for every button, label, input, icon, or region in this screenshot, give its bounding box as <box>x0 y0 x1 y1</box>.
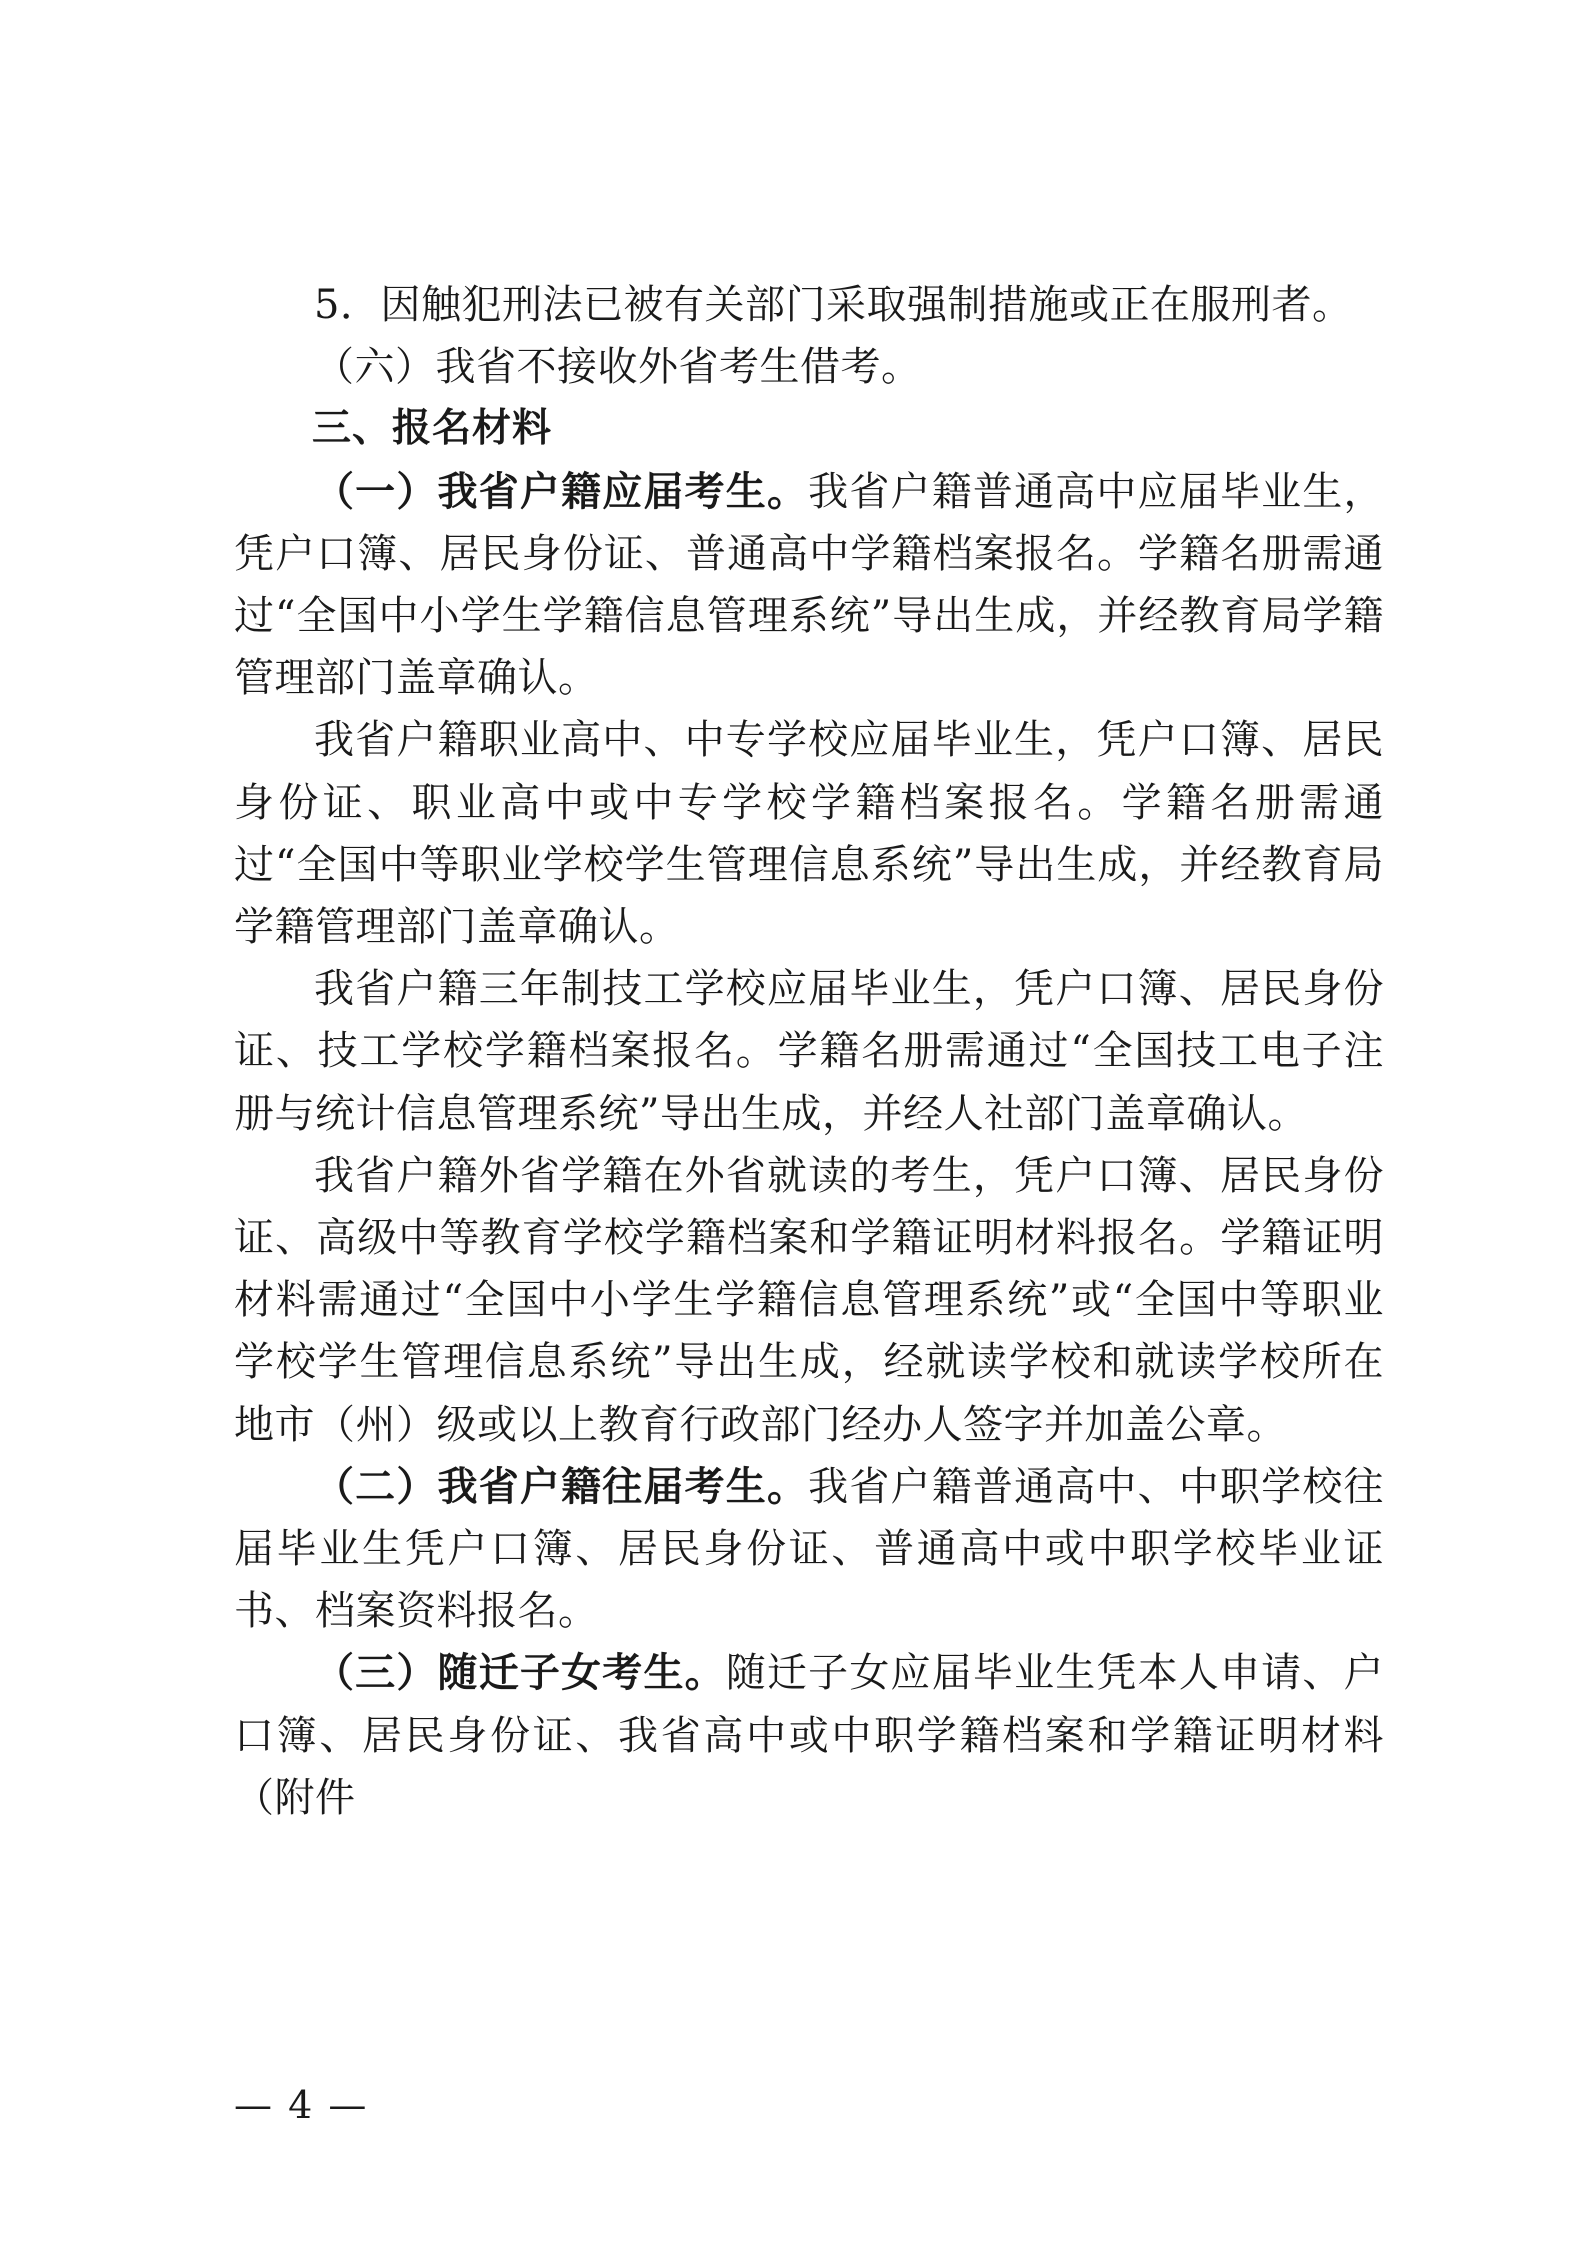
paragraph-text: 我省户籍三年制技工学校应届毕业生，凭户口簿、居民身份证、技工学校学籍档案报名。学籍名册需通过“全国技工电子注册与统计信息管理系统”导出生成，并经人社部门盖章确认。 <box>234 966 1384 1137</box>
paragraph-migrant-children <box>234 1642 1384 1829</box>
paragraph-vocational-graduates <box>234 709 1384 958</box>
paragraph-out-of-province-students <box>234 1145 1384 1456</box>
paragraph-text: 5．因触犯刑法已被有关部门采取强制措施或正在服刑者。 <box>314 282 1353 328</box>
paragraph-text: 我省户籍外省学籍在外省就读的考生，凭户口簿、居民身份证、高级中等教育学校学籍档案和学籍证明材料报名。学籍证明材料需通过“全国中小学生学籍信息管理系统”或“全国中等职业学校学生管理信息系统”导出生成，经就读学校和就读学校所在地市（州）级或以上教育行政部门经办人签字并加盖公章。 <box>234 1152 1384 1448</box>
paragraph-lead: （一）我省户籍应届考生。 <box>314 467 809 515</box>
paragraph-previous-graduates <box>234 1456 1384 1643</box>
page-number: — 4 — <box>234 2083 369 2127</box>
paragraph-no-borrow-exam <box>234 336 1384 398</box>
paragraph-text: （六）我省不接收外省考生借考。 <box>314 344 922 391</box>
paragraph-lead: （二）我省户籍往届考生。 <box>314 1462 809 1510</box>
paragraph-text: 我省户籍普通高中、中职学校往届毕业生凭户口簿、居民身份证、普通高中或中职学校毕业证书、档案资料报名。 <box>234 1463 1385 1635</box>
paragraph-technical-school-graduates <box>234 958 1384 1145</box>
document-body <box>234 274 1384 1829</box>
paragraph-item-5 <box>234 274 1384 336</box>
paragraph-text: 我省户籍普通高中应届毕业生，凭户口簿、居民身份证、普通高中学籍档案报名。学籍名册需通过“全国中小学生学籍信息管理系统”导出生成，并经教育局学籍管理部门盖章确认。 <box>234 468 1385 702</box>
paragraph-text: 随迁子女应届毕业生凭本人申请、户口簿、居民身份证、我省高中或中职学籍档案和学籍证明材料（附件 <box>234 1650 1385 1821</box>
paragraph-text: 我省户籍职业高中、中专学校应届毕业生，凭户口簿、居民身份证、职业高中或中专学校学籍档案报名。学籍名册需通过“全国中等职业学校学生管理信息系统”导出生成，并经教育局学籍管理部门盖章确认。 <box>234 717 1384 951</box>
paragraph-lead: （三）随迁子女考生。 <box>314 1649 726 1697</box>
section-heading-registration-materials: 三、报名材料 <box>312 406 553 452</box>
paragraph-current-graduates <box>234 461 1384 710</box>
